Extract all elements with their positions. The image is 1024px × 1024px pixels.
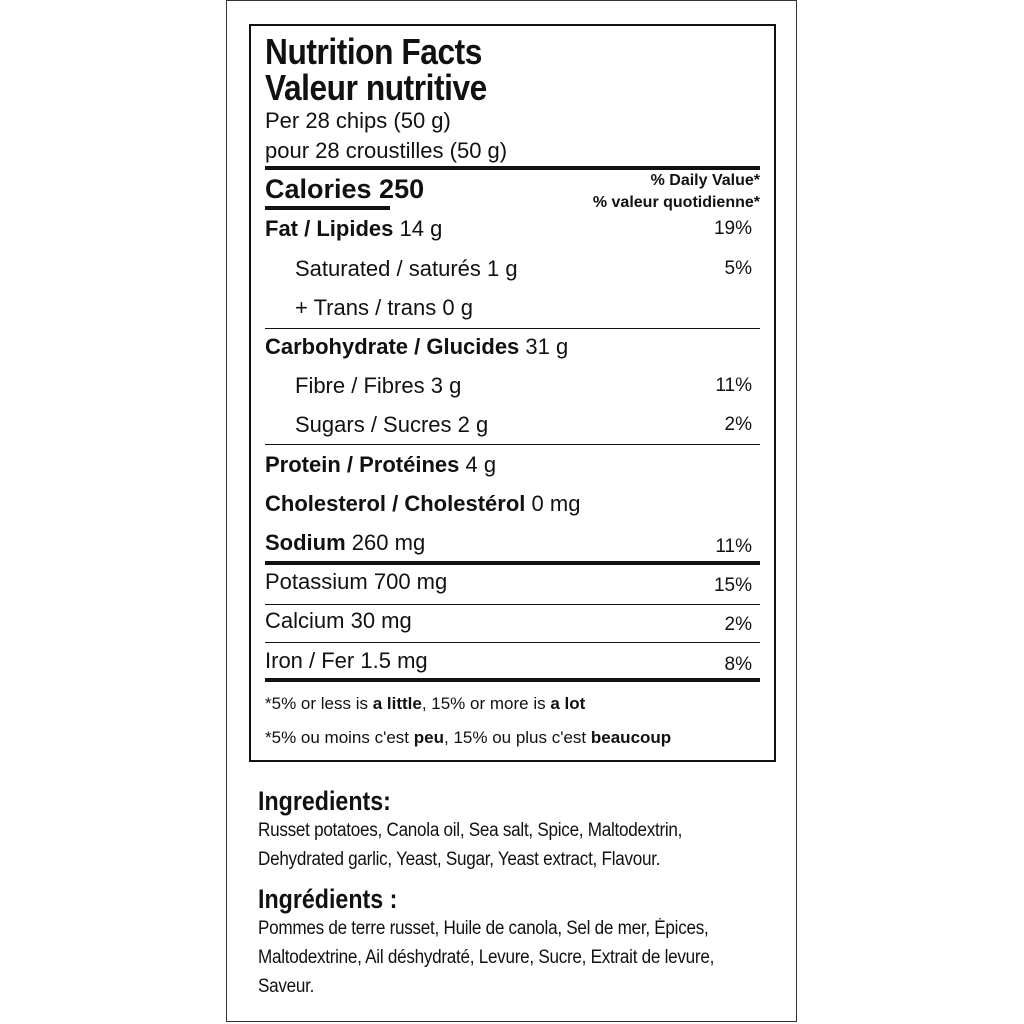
- row-sugars: [265, 410, 760, 440]
- potassium-amount: 700 mg: [373, 569, 448, 594]
- nutrition-facts-panel: [249, 24, 776, 762]
- title-french: Valeur nutritive: [265, 67, 487, 108]
- daily-value-header-english: % Daily Value*: [650, 172, 760, 189]
- sugars-amount: 2 g: [457, 412, 489, 437]
- saturated-percent: 5%: [724, 258, 752, 279]
- divider: [265, 444, 760, 445]
- protein-label: Protein / Protéines: [265, 452, 460, 477]
- calories-underline: [265, 206, 390, 210]
- carbohydrate-label: Carbohydrate / Glucides: [265, 334, 520, 359]
- iron-label: Iron / Fer: [265, 648, 355, 673]
- serving-size-french: pour 28 croustilles (50 g): [265, 138, 508, 163]
- divider: [265, 604, 760, 605]
- divider: [265, 642, 760, 643]
- divider-thick: [265, 561, 760, 565]
- fat-percent: 19%: [713, 218, 752, 239]
- divider-thick: [265, 166, 760, 170]
- ingredients-list-french: Pommes de terre russet, Huile de canola, Sel de mer, Épices, Maltodextrine, Ail déshydraté, Levure, Sucre, Extrait de levure, Saveur.: [258, 918, 715, 997]
- cholesterol-label: Cholesterol / Cholestérol: [265, 491, 526, 516]
- divider-thick: [265, 678, 760, 682]
- fibre-percent: 11%: [715, 375, 752, 396]
- row-sodium: [265, 528, 760, 558]
- row-carbohydrate: [265, 332, 760, 362]
- footnote-english: *5% or less is a little, 15% or more is a lot: [265, 694, 586, 713]
- calcium-percent: 2%: [724, 614, 752, 635]
- carbohydrate-amount: 31 g: [525, 334, 569, 359]
- iron-amount: 1.5 mg: [360, 648, 428, 673]
- calcium-label: Calcium: [265, 608, 345, 633]
- title-english: Nutrition Facts: [265, 31, 482, 72]
- fibre-amount: 3 g: [430, 373, 462, 398]
- serving-size-english: Per 28 chips (50 g): [265, 108, 451, 133]
- ingredients-english: [258, 786, 768, 874]
- ingredients-french: [258, 884, 768, 1001]
- fat-amount: 14 g: [399, 216, 443, 241]
- row-trans: [265, 293, 760, 323]
- row-potassium: [265, 567, 760, 597]
- sodium-amount: 260 mg: [351, 530, 426, 555]
- row-saturated: [265, 254, 760, 284]
- saturated-amount: 1 g: [487, 256, 518, 281]
- row-calcium: [265, 606, 760, 636]
- row-fat: [265, 214, 760, 244]
- daily-value-header-french: % valeur quotidienne*: [592, 194, 760, 211]
- footnote-french: *5% ou moins c'est peu, 15% ou plus c'est beaucoup: [265, 728, 672, 747]
- iron-percent: 8%: [724, 654, 752, 675]
- saturated-label: Saturated / saturés: [295, 256, 481, 281]
- sugars-percent: 2%: [724, 414, 752, 435]
- sugars-label: Sugars / Sucres: [295, 412, 452, 437]
- row-cholesterol: [265, 489, 760, 519]
- fat-label: Fat / Lipides: [265, 216, 394, 241]
- sodium-label: Sodium: [265, 530, 346, 555]
- potassium-percent: 15%: [713, 575, 752, 596]
- ingredients-heading-french: Ingrédients :: [258, 884, 398, 914]
- trans-label: + Trans / trans: [295, 295, 437, 320]
- sodium-percent: 11%: [715, 536, 752, 557]
- ingredients-list-english: Russet potatoes, Canola oil, Sea salt, Spice, Maltodextrin, Dehydrated garlic, Yeast, Sugar, Yeast extract, Flavour.: [258, 820, 683, 870]
- calcium-amount: 30 mg: [350, 608, 412, 633]
- trans-amount: 0 g: [442, 295, 473, 320]
- protein-amount: 4 g: [465, 452, 497, 477]
- row-fibre: [265, 371, 760, 401]
- divider: [265, 328, 760, 329]
- cholesterol-amount: 0 mg: [531, 491, 581, 516]
- ingredients-heading-english: Ingredients:: [258, 786, 391, 816]
- potassium-label: Potassium: [265, 569, 368, 594]
- row-protein: [265, 450, 760, 480]
- calories: Calories 250: [265, 174, 425, 204]
- fibre-label: Fibre / Fibres: [295, 373, 425, 398]
- row-iron: [265, 646, 760, 676]
